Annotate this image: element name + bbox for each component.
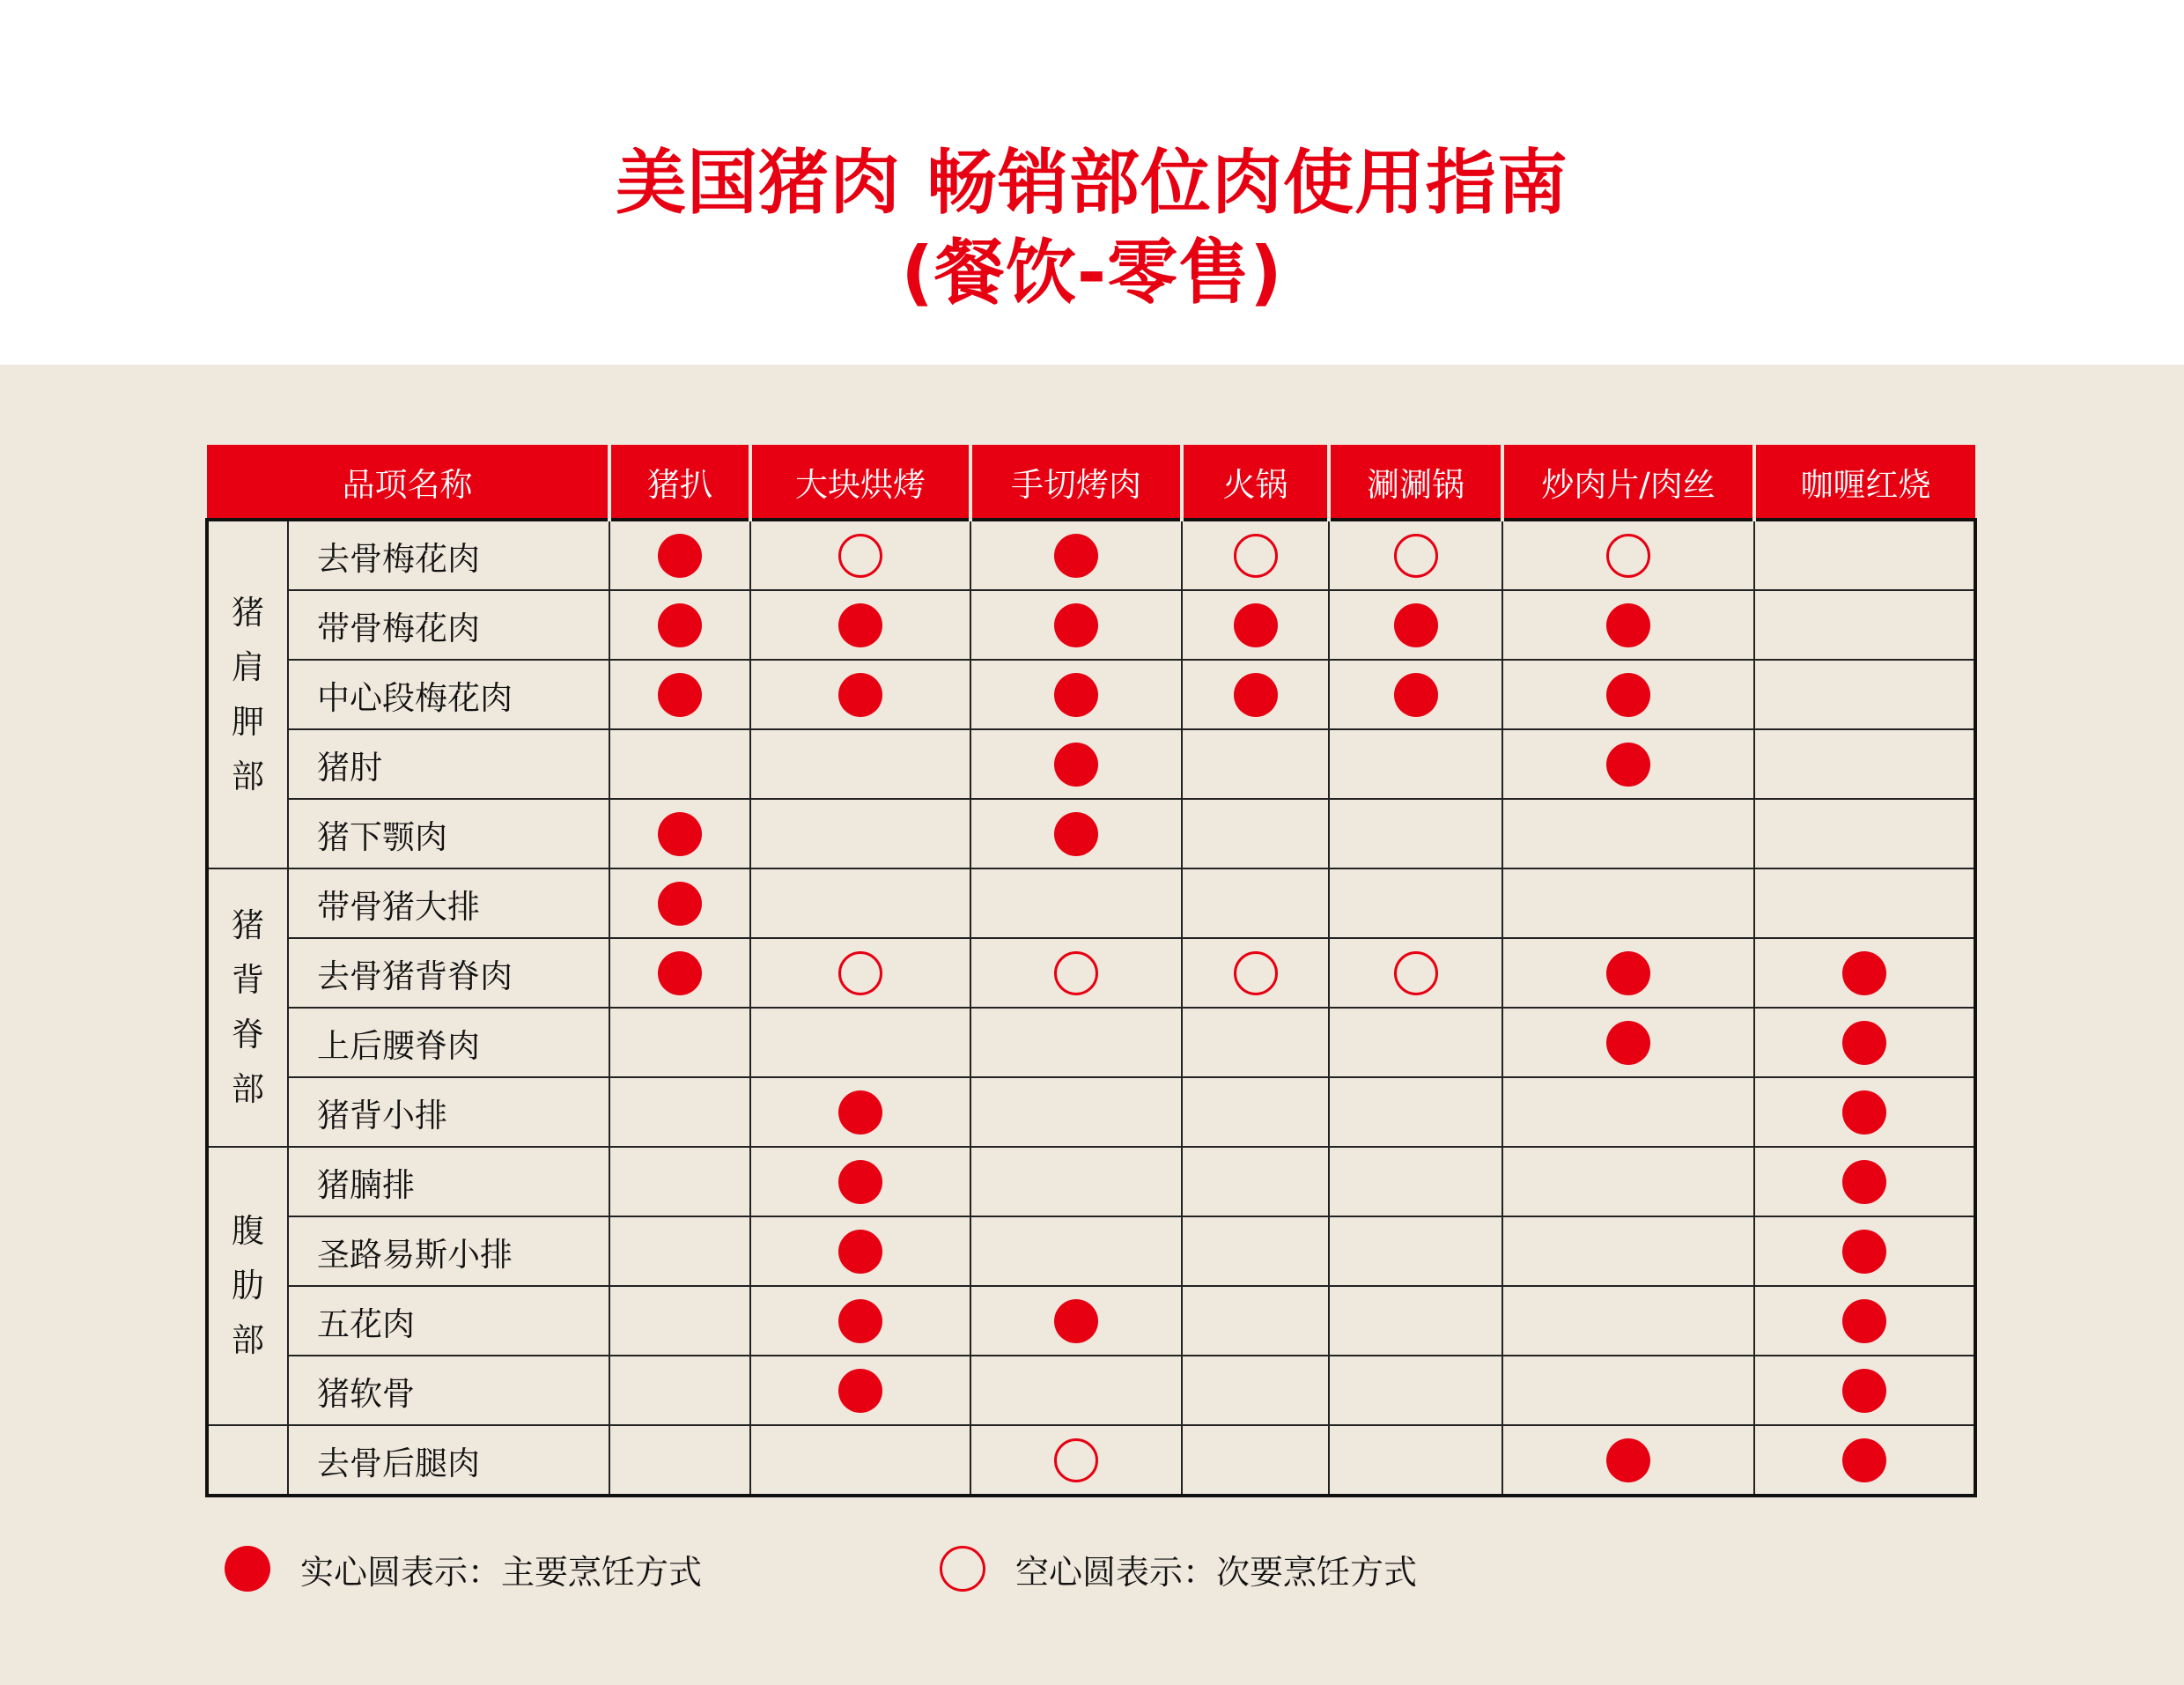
mark-cell xyxy=(609,1356,750,1425)
solid-circle-icon xyxy=(1054,743,1098,787)
solid-circle-icon xyxy=(1606,673,1650,717)
solid-circle-icon xyxy=(1842,1438,1886,1482)
header-roast: 大块烘烤 xyxy=(750,445,970,520)
mark-cell xyxy=(1182,729,1329,799)
solid-circle-icon xyxy=(658,951,702,995)
mark-cell xyxy=(609,520,750,590)
table-row xyxy=(207,799,1975,868)
item-name-cell: 猪肘 xyxy=(288,729,609,799)
hollow-circle-icon xyxy=(838,951,882,995)
hollow-circle-icon xyxy=(1394,951,1438,995)
mark-cell xyxy=(1754,1216,1975,1286)
table-row xyxy=(207,1425,1975,1496)
mark-cell xyxy=(1329,1356,1502,1425)
mark-cell xyxy=(609,729,750,799)
mark-cell xyxy=(750,1356,970,1425)
mark-cell xyxy=(1329,799,1502,868)
mark-cell xyxy=(750,1425,970,1496)
group-name-char: 猪 xyxy=(232,593,264,632)
mark-cell xyxy=(1502,799,1754,868)
mark-cell xyxy=(750,799,970,868)
group-name-cell xyxy=(207,868,288,1147)
mark-cell xyxy=(1502,520,1754,590)
mark-cell xyxy=(609,1425,750,1496)
group-name-char: 背 xyxy=(232,961,264,999)
mark-cell xyxy=(1182,590,1329,660)
solid-circle-icon xyxy=(1054,1299,1098,1343)
table-header-row xyxy=(207,445,1975,520)
mark-cell xyxy=(1182,799,1329,868)
mark-cell xyxy=(1182,660,1329,729)
solid-circle-icon xyxy=(1842,1021,1886,1065)
solid-circle-icon xyxy=(1606,603,1650,647)
mark-cell xyxy=(609,590,750,660)
group-name-char: 腹 xyxy=(232,1212,264,1250)
mark-cell xyxy=(609,799,750,868)
item-name-cell: 上后腰脊肉 xyxy=(288,1008,609,1077)
group-name-char: 肋 xyxy=(232,1267,264,1304)
header-curry-braise: 咖喱红烧 xyxy=(1754,445,1975,520)
mark-cell xyxy=(1754,868,1975,938)
solid-circle-icon xyxy=(1842,951,1886,995)
item-name-cell: 去骨猪背脊肉 xyxy=(288,938,609,1008)
mark-cell xyxy=(1754,729,1975,799)
solid-circle-icon xyxy=(1842,1230,1886,1274)
hollow-circle-icon xyxy=(1234,534,1278,578)
mark-cell xyxy=(1502,938,1754,1008)
solid-circle-icon xyxy=(838,603,882,647)
mark-cell xyxy=(1754,938,1975,1008)
mark-cell xyxy=(1754,1425,1975,1496)
solid-circle-icon xyxy=(1842,1160,1886,1204)
mark-cell xyxy=(1329,1008,1502,1077)
group-name-char: 脊 xyxy=(232,1016,264,1053)
mark-cell xyxy=(1754,660,1975,729)
solid-circle-icon xyxy=(658,673,702,717)
mark-cell xyxy=(970,1356,1182,1425)
solid-circle-icon xyxy=(838,1369,882,1413)
mark-cell xyxy=(970,590,1182,660)
mark-cell xyxy=(750,1147,970,1216)
item-name-cell: 去骨后腿肉 xyxy=(288,1425,609,1496)
table-row xyxy=(207,1286,1975,1356)
mark-cell xyxy=(970,1216,1182,1286)
usage-guide-table xyxy=(205,445,1977,1497)
mark-cell xyxy=(750,1008,970,1077)
mark-cell xyxy=(970,1008,1182,1077)
item-name-cell: 猪腩排 xyxy=(288,1147,609,1216)
solid-circle-icon xyxy=(838,1090,882,1134)
mark-cell xyxy=(970,729,1182,799)
mark-cell xyxy=(1182,520,1329,590)
item-name-cell: 猪下颚肉 xyxy=(288,799,609,868)
mark-cell xyxy=(750,1286,970,1356)
hollow-circle-icon xyxy=(1606,534,1650,578)
solid-circle-icon xyxy=(658,534,702,578)
table-row xyxy=(207,1216,1975,1286)
mark-cell xyxy=(970,1286,1182,1356)
mark-cell xyxy=(1754,799,1975,868)
mark-cell xyxy=(1502,729,1754,799)
mark-cell xyxy=(750,1077,970,1147)
item-name-cell: 五花肉 xyxy=(288,1286,609,1356)
legend-primary xyxy=(225,1544,702,1593)
mark-cell xyxy=(970,938,1182,1008)
mark-cell xyxy=(609,1147,750,1216)
item-name-cell: 猪软骨 xyxy=(288,1356,609,1425)
header-stir-fry: 炒肉片/肉丝 xyxy=(1502,445,1754,520)
mark-cell xyxy=(1754,1077,1975,1147)
mark-cell xyxy=(609,660,750,729)
hollow-circle-icon xyxy=(1234,951,1278,995)
page-title: 美国猪肉 畅销部位肉使用指南 xyxy=(616,142,1568,224)
mark-cell xyxy=(1182,938,1329,1008)
hollow-circle-icon xyxy=(1054,1438,1098,1482)
header-pork-chop: 猪扒 xyxy=(609,445,750,520)
mark-cell xyxy=(750,590,970,660)
mark-cell xyxy=(1182,1008,1329,1077)
table-row xyxy=(207,520,1975,590)
mark-cell xyxy=(1502,1147,1754,1216)
item-name-cell: 带骨猪大排 xyxy=(288,868,609,938)
solid-circle-icon xyxy=(1054,673,1098,717)
solid-circle-icon xyxy=(658,603,702,647)
mark-cell xyxy=(1329,590,1502,660)
mark-cell xyxy=(750,938,970,1008)
header-item-name: 品项名称 xyxy=(207,445,609,520)
solid-circle-icon xyxy=(225,1546,270,1592)
mark-cell xyxy=(1182,1425,1329,1496)
mark-cell xyxy=(1502,1216,1754,1286)
group-name-cell xyxy=(207,1425,288,1496)
legend-secondary-label: 空心圆表示：次要烹饪方式 xyxy=(1015,1552,1418,1592)
mark-cell xyxy=(1502,868,1754,938)
hollow-circle-icon xyxy=(940,1546,985,1592)
mark-cell xyxy=(750,1216,970,1286)
mark-cell xyxy=(1502,1356,1754,1425)
solid-circle-icon xyxy=(1054,812,1098,856)
mark-cell xyxy=(609,1286,750,1356)
mark-cell xyxy=(1182,1077,1329,1147)
mark-cell xyxy=(1502,1077,1754,1147)
item-name-cell: 猪背小排 xyxy=(288,1077,609,1147)
legend-primary-label: 实心圆表示：主要烹饪方式 xyxy=(300,1552,703,1592)
mark-cell xyxy=(1502,660,1754,729)
item-name-cell: 中心段梅花肉 xyxy=(288,660,609,729)
solid-circle-icon xyxy=(838,673,882,717)
mark-cell xyxy=(1182,1286,1329,1356)
mark-cell xyxy=(970,520,1182,590)
group-name-cell xyxy=(207,1147,288,1425)
item-name-cell: 圣路易斯小排 xyxy=(288,1216,609,1286)
solid-circle-icon xyxy=(1054,534,1098,578)
solid-circle-icon xyxy=(1606,743,1650,787)
mark-cell xyxy=(1329,1216,1502,1286)
header-hand-cut-bbq: 手切烤肉 xyxy=(970,445,1182,520)
table-row xyxy=(207,1147,1975,1216)
table-row xyxy=(207,1356,1975,1425)
mark-cell xyxy=(1329,729,1502,799)
mark-cell xyxy=(1754,1286,1975,1356)
legend-secondary xyxy=(940,1544,1417,1593)
item-name-cell: 去骨梅花肉 xyxy=(288,520,609,590)
solid-circle-icon xyxy=(838,1230,882,1274)
mark-cell xyxy=(1754,1356,1975,1425)
group-name-char: 猪 xyxy=(232,906,264,944)
mark-cell xyxy=(1754,520,1975,590)
header-shabu: 涮涮锅 xyxy=(1329,445,1502,520)
hollow-circle-icon xyxy=(838,534,882,578)
title-area xyxy=(0,0,2184,365)
table-row xyxy=(207,729,1975,799)
mark-cell xyxy=(1329,1425,1502,1496)
mark-cell xyxy=(970,1425,1182,1496)
solid-circle-icon xyxy=(1842,1090,1886,1134)
group-name-char: 部 xyxy=(232,1321,264,1359)
mark-cell xyxy=(1502,590,1754,660)
group-name-cell xyxy=(207,520,288,868)
mark-cell xyxy=(1502,1008,1754,1077)
group-name-char: 部 xyxy=(232,1070,264,1108)
mark-cell xyxy=(1329,938,1502,1008)
solid-circle-icon xyxy=(1234,603,1278,647)
mark-cell xyxy=(970,868,1182,938)
solid-circle-icon xyxy=(1842,1369,1886,1413)
mark-cell xyxy=(1754,590,1975,660)
mark-cell xyxy=(750,660,970,729)
solid-circle-icon xyxy=(1234,673,1278,717)
mark-cell xyxy=(609,1008,750,1077)
mark-cell xyxy=(609,938,750,1008)
mark-cell xyxy=(750,729,970,799)
mark-cell xyxy=(1329,1147,1502,1216)
table-body xyxy=(207,520,1975,1496)
solid-circle-icon xyxy=(838,1160,882,1204)
group-name-char: 部 xyxy=(232,757,264,795)
table-row xyxy=(207,590,1975,660)
mark-cell xyxy=(1329,868,1502,938)
mark-cell xyxy=(970,660,1182,729)
solid-circle-icon xyxy=(1606,951,1650,995)
table-row xyxy=(207,1008,1975,1077)
mark-cell xyxy=(750,520,970,590)
solid-circle-icon xyxy=(838,1299,882,1343)
solid-circle-icon xyxy=(1054,603,1098,647)
group-name-char: 肩 xyxy=(232,647,264,686)
solid-circle-icon xyxy=(658,882,702,926)
solid-circle-icon xyxy=(658,812,702,856)
mark-cell xyxy=(609,868,750,938)
mark-cell xyxy=(1754,1008,1975,1077)
solid-circle-icon xyxy=(1606,1021,1650,1065)
mark-cell xyxy=(1502,1286,1754,1356)
mark-cell xyxy=(750,868,970,938)
mark-cell xyxy=(609,1077,750,1147)
mark-cell xyxy=(970,1077,1182,1147)
solid-circle-icon xyxy=(1394,673,1438,717)
mark-cell xyxy=(1329,660,1502,729)
table-row xyxy=(207,868,1975,938)
mark-cell xyxy=(1502,1425,1754,1496)
page-subtitle: (餐饮-零售) xyxy=(901,232,1283,314)
mark-cell xyxy=(1329,1077,1502,1147)
table-row xyxy=(207,660,1975,729)
hollow-circle-icon xyxy=(1054,951,1098,995)
mark-cell xyxy=(609,1216,750,1286)
group-name-char: 胛 xyxy=(232,702,264,741)
mark-cell xyxy=(1329,520,1502,590)
mark-cell xyxy=(1754,1147,1975,1216)
header-hotpot: 火锅 xyxy=(1182,445,1329,520)
solid-circle-icon xyxy=(1842,1299,1886,1343)
item-name-cell: 带骨梅花肉 xyxy=(288,590,609,660)
table-row xyxy=(207,1077,1975,1147)
mark-cell xyxy=(970,1147,1182,1216)
mark-cell xyxy=(1182,868,1329,938)
mark-cell xyxy=(1182,1147,1329,1216)
solid-circle-icon xyxy=(1394,603,1438,647)
mark-cell xyxy=(1329,1286,1502,1356)
mark-cell xyxy=(1182,1216,1329,1286)
hollow-circle-icon xyxy=(1394,534,1438,578)
mark-cell xyxy=(1182,1356,1329,1425)
table-row xyxy=(207,938,1975,1008)
mark-cell xyxy=(970,799,1182,868)
solid-circle-icon xyxy=(1606,1438,1650,1482)
